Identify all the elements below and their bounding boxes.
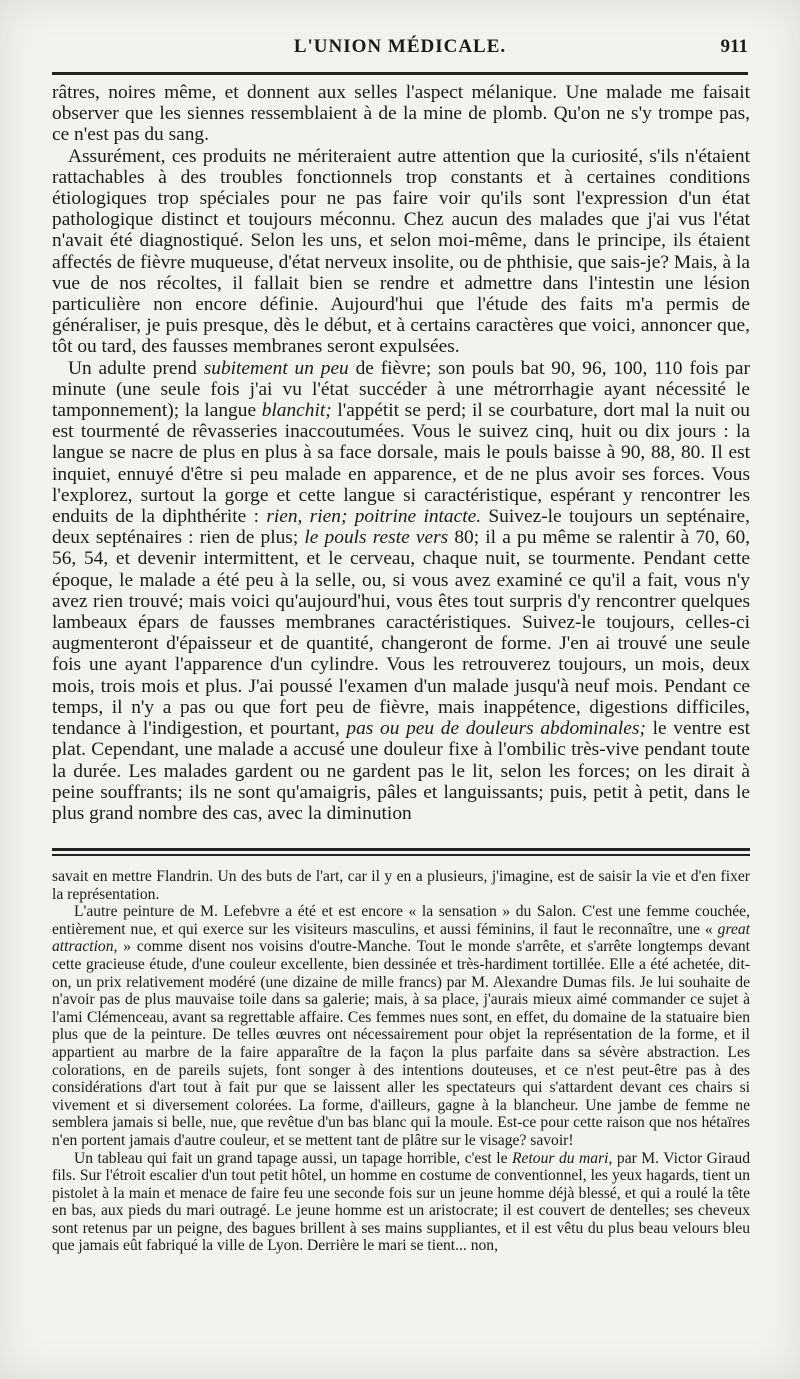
- header-rule: [52, 72, 748, 75]
- text-segment: Un tableau qui fait un grand tapage aussi, un tapage horrible, c'est le: [74, 1149, 512, 1167]
- feuilleton-section: [52, 868, 750, 1255]
- text-segment: Un adulte prend: [68, 357, 204, 379]
- main-paragraph-1: râtres, noires même, et donnent aux selles l'aspect mélanique. Une malade me faisait observer que les siennes ressemblaient à de la mine de plomb. Qu'on ne s'y trompe pas, ce n'est pas du sang.: [52, 82, 750, 146]
- running-title: L'UNION MÉDICALE.: [293, 36, 507, 57]
- italic-segment: subitement un peu: [203, 357, 349, 379]
- main-paragraph-2: Assurément, ces produits ne mériteraient autre attention que la curiosité, s'ils n'étaient rattachables à des troubles fonctionnels trop constants et à certaines conditions étiologiques trop spéciales pour ne pas faire voir qu'ils sont l'expression d'un état pathologique distinct et toujours méconnu. Chez aucun des malades que j'ai vus l'état n'avait été diagnostiqué. Selon les uns, et selon moi-même, dans le principe, ils étaient affectés de fièvre muqueuse, d'état nerveux insolite, ou de phthisie, que sais-je? Mais, à la vue de nos récoltes, il fallait bien se rendre et admettre dans l'intestin une lésion particulière non encore définie. Aujourd'hui que l'étude des faits m'a permis de généraliser, je puis presque, dès le début, et à certains caractères que voici, annoncer que, tôt ou tard, des fausses membranes seront expulsées.: [52, 145, 750, 358]
- main-paragraph-3: [52, 358, 750, 824]
- feuilleton-paragraph-1: savait en mettre Flandrin. Un des buts de l'art, car il y en a plusieurs, j'imagine, est de saisir la vie et d'en fixer la représentation.: [52, 868, 750, 903]
- italic-segment: pas ou peu de douleurs abdominales;: [346, 718, 646, 740]
- main-article: [52, 82, 750, 824]
- feuilleton-paragraph-3: [52, 1150, 750, 1256]
- feuilleton-paragraph-2: [52, 903, 750, 1149]
- italic-segment: great attraction: [52, 920, 750, 956]
- page-number: 911: [720, 36, 748, 57]
- page-header: [52, 36, 748, 68]
- italic-segment: Retour du mari: [512, 1149, 609, 1167]
- text-segment: de fièvre; son pouls bat 90, 96, 100, 110 fois par minute (une seule fois j'ai vu l'état succéder à une métrorrhagie ayant nécessité le tamponnement); la langue: [52, 357, 750, 422]
- text-segment: L'autre peinture de M. Lefebvre a été et est encore « la sensation » du Salon. C'est une femme couchée, entièrement nue, et qui exerce sur les visiteurs masculins, et aussi féminins, il faut le reconnaître, une «: [52, 903, 750, 938]
- text-segment: le ventre est plat. Cependant, une malade a accusé une douleur fixe à l'ombilic très-vive pendant toute la durée. Les malades gardent ou ne gardent pas le lit, selon les forces; on les dirait à peine souffrants; ils ne sont qu'amaigris, pâles et languissants; puis, petit à petit, dans le plus grand nombre des cas, avec la diminution: [52, 718, 750, 824]
- text-segment: , par M. Victor Giraud fils. Sur l'étroit escalier d'un tout petit hôtel, un homme en costume de conventionnel, les yeux hagards, tient un pistolet à la main et menace de faire feu une seconde fois sur un jeune homme déjà blessé, et qui a roulé la tête en bas, aux pieds du mari outragé. Le jeune homme est un aristocrate; il est couvert de dentelles; ses cheveux sont retenus par un peigne, des bagues brillent à ses mains suppliantes, et il est vêtu du plus beau velours bleu que jamais eût fabriqué la ville de Lyon. Derrière le mari se tient... non,: [52, 1149, 750, 1255]
- text-segment: l'appétit se perd; il se courbature, dort mal la nuit ou est tourmenté de rêvasseries inaccoutumées. Vous le suivez cinq, huit ou dix jours : la langue se nacre de plus en plus à sa face dorsale, mais le pouls baisse à 90, 88, 80. Il est inquiet, ennuyé d'être si peu malade en apparence, et de ne plus avoir ses forces. Vous l'explorez, surtout la gorge et cette langue si caractéristique, espérant y rencontrer les enduits de la diphthérite :: [52, 400, 750, 528]
- italic-segment: blanchit;: [261, 400, 332, 422]
- text-segment: 80; il a pu même se ralentir à 70, 60, 56, 54, et devenir intermittent, et le cerveau, chaque nuit, se tourmente. Pendant cette époque, le malade a été peu à la selle, ou, si vous avez examiné ce qu'il a fait, vous n'y avez rien trouvé; mais voici qu'aujourd'hui, vous êtes tout surpris d'y rencontrer quelques lambeaux épars de fausses membranes caractéristiques. Suivez-le toujours, celles-ci augmenteront d'épaisseur et de quantité, changeront de forme. J'en ai trouvé une seule fois une ayant l'apparence d'un cylindre. Vous les retrouverez toujours, un mois, deux mois, trois mois et plus. J'ai poussé l'examen d'un malade jusqu'à neuf mois. Pendant ce temps, il n'y a pas ou que fort peu de fièvre, mais inappétence, digestions difficiles, tendance à l'indigestion, et pourtant,: [52, 527, 750, 740]
- text-segment: , » comme disent nos voisins d'outre-Manche. Tout le monde s'arrête, et s'arrête longtemps devant cette gracieuse étude, d'une couleur excellente, bien dessinée et très-hardiment tortillée. Elle a été achetée, dit-on, un prix relativement modéré (une dizaine de mille francs) par M. Alexandre Dumas fils. Je lui souhaite de n'avoir pas de plus mauvaise toile dans sa galerie; mais, à sa place, j'aurais mieux aimé commander ce sujet à l'ami Clémenceau, avant sa regrettable affaire. Ces femmes nues sont, en effet, du domaine de la statuaire bien plus que de la peinture. De telles œuvres ont nécessairement pour objet la représentation de la forme, et il appartient au marbre de la faire apparaître de la façon la plus parfaite dans sa sévère abstraction. Les colorations, en de pareils sujets, font songer à des intentions douteuses, et ce n'est peut-être pas à des considérations d'art tout à fait pur que se laissent aller les spectateurs qui s'attardent devant ces chairs si vivement et si diversement colorées. La forme, d'ailleurs, gagne à la blancheur. Une jambe de femme ne semblera jamais si belle, nue, que revêtue d'un bas blanc qui la moule. Est-ce pour cette raison que nos hétaïres n'en portent jamais d'autre couleur, et se mettent tant de plâtre sur le visage? savoir!: [52, 938, 750, 1149]
- italic-segment: le pouls reste vers: [304, 527, 449, 549]
- italic-segment: rien, rien; poitrine intacte.: [266, 506, 482, 528]
- text-segment: Suivez-le toujours un septénaire, deux septénaires : rien de plus;: [52, 506, 750, 549]
- feuilleton-separator-rule: [52, 848, 750, 856]
